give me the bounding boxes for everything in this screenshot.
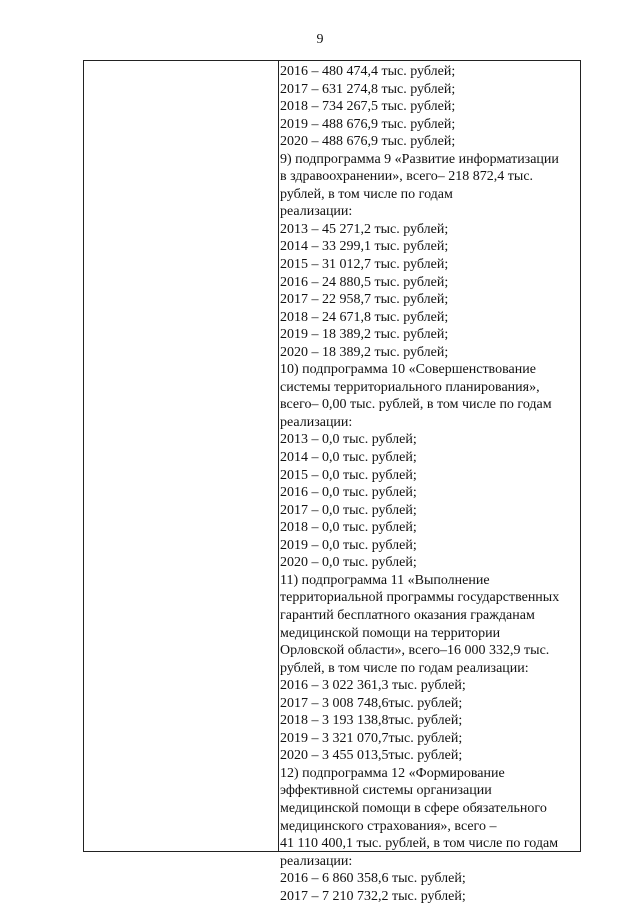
text-line: 2018 – 24 671,8 тыс. рублей; <box>280 309 449 325</box>
text-line: 2016 – 0,0 тыс. рублей; <box>280 485 417 501</box>
table-right-cell <box>280 63 576 905</box>
document-table <box>83 60 581 904</box>
text-line: 2020 – 18 389,2 тыс. рублей; <box>280 344 449 360</box>
text-line: 2017 – 631 274,8 тыс. рублей; <box>280 81 456 97</box>
text-line: 2017 – 22 958,7 тыс. рублей; <box>280 292 449 308</box>
text-line: 2015 – 31 012,7 тыс. рублей; <box>280 257 449 273</box>
text-line: рублей, в том числе по годам реализации: <box>280 660 529 676</box>
text-line: 2016 – 24 880,5 тыс. рублей; <box>280 274 449 290</box>
text-line: 2019 – 488 676,9 тыс. рублей; <box>280 116 456 132</box>
text-line: 10) подпрограмма 10 «Совершенствование <box>280 362 536 378</box>
text-line: 2018 – 734 267,5 тыс. рублей; <box>280 99 456 115</box>
text-line: 2019 – 3 321 070,7тыс. рублей; <box>280 730 463 746</box>
text-line: всего– 0,00 тыс. рублей, в том числе по годам <box>280 397 552 413</box>
text-line: 2013 – 45 271,2 тыс. рублей; <box>280 221 449 237</box>
text-line: 2014 – 0,0 тыс. рублей; <box>280 450 417 466</box>
text-line: 2020 – 0,0 тыс. рублей; <box>280 555 417 571</box>
text-line: 2015 – 0,0 тыс. рублей; <box>280 467 417 483</box>
text-line: 12) подпрограмма 12 «Формирование <box>280 765 505 781</box>
text-line: медицинского страхования», всего – <box>280 818 497 834</box>
text-line: эффективной системы организации <box>280 783 492 799</box>
text-line: 2016 – 6 860 358,6 тыс. рублей; <box>280 871 466 887</box>
text-line: 2016 – 480 474,4 тыс. рублей; <box>280 64 456 79</box>
text-line: 2017 – 7 210 732,2 тыс. рублей; <box>280 888 466 904</box>
text-line: 2020 – 3 455 013,5тыс. рублей; <box>280 748 463 764</box>
text-line: системы территориального планирования», <box>280 379 540 395</box>
text-line: 2020 – 488 676,9 тыс. рублей; <box>280 134 456 150</box>
text-line: 11) подпрограмма 11 «Выполнение <box>280 572 490 588</box>
text-line: 2017 – 0,0 тыс. рублей; <box>280 502 417 518</box>
text-line: 2013 – 0,0 тыс. рублей; <box>280 432 417 448</box>
text-line: 2018 – 3 193 138,8тыс. рублей; <box>280 713 463 729</box>
text-line: реализации: <box>280 853 353 869</box>
text-line: Орловской области», всего–16 000 332,9 тыс. <box>280 643 550 659</box>
table-left-cell <box>84 61 279 851</box>
text-line: рублей, в том числе по годам <box>280 186 453 202</box>
text-line: 2014 – 33 299,1 тыс. рублей; <box>280 239 449 255</box>
text-line: 2017 – 3 008 748,6тыс. рублей; <box>280 695 463 711</box>
text-line: в здравоохранении», всего– 218 872,4 тыс. <box>280 169 534 185</box>
text-line: территориальной программы государственных <box>280 590 560 606</box>
text-line: медицинской помощи на территории <box>280 625 501 641</box>
page-number: 9 <box>316 32 324 47</box>
text-line: реализации: <box>280 414 353 430</box>
text-line: медицинской помощи в сфере обязательного <box>280 800 547 816</box>
text-line: 2019 – 0,0 тыс. рублей; <box>280 537 417 553</box>
text-line: 41 110 400,1 тыс. рублей, в том числе по годам <box>280 836 559 852</box>
text-line: гарантий бесплатного оказания гражданам <box>280 607 535 623</box>
text-line: 2018 – 0,0 тыс. рублей; <box>280 520 417 536</box>
text-line: 2019 – 18 389,2 тыс. рублей; <box>280 327 449 343</box>
text-line: 2016 – 3 022 361,3 тыс. рублей; <box>280 678 466 694</box>
text-line: 9) подпрограмма 9 «Развитие информатизации <box>280 151 559 167</box>
text-line: реализации: <box>280 204 353 220</box>
